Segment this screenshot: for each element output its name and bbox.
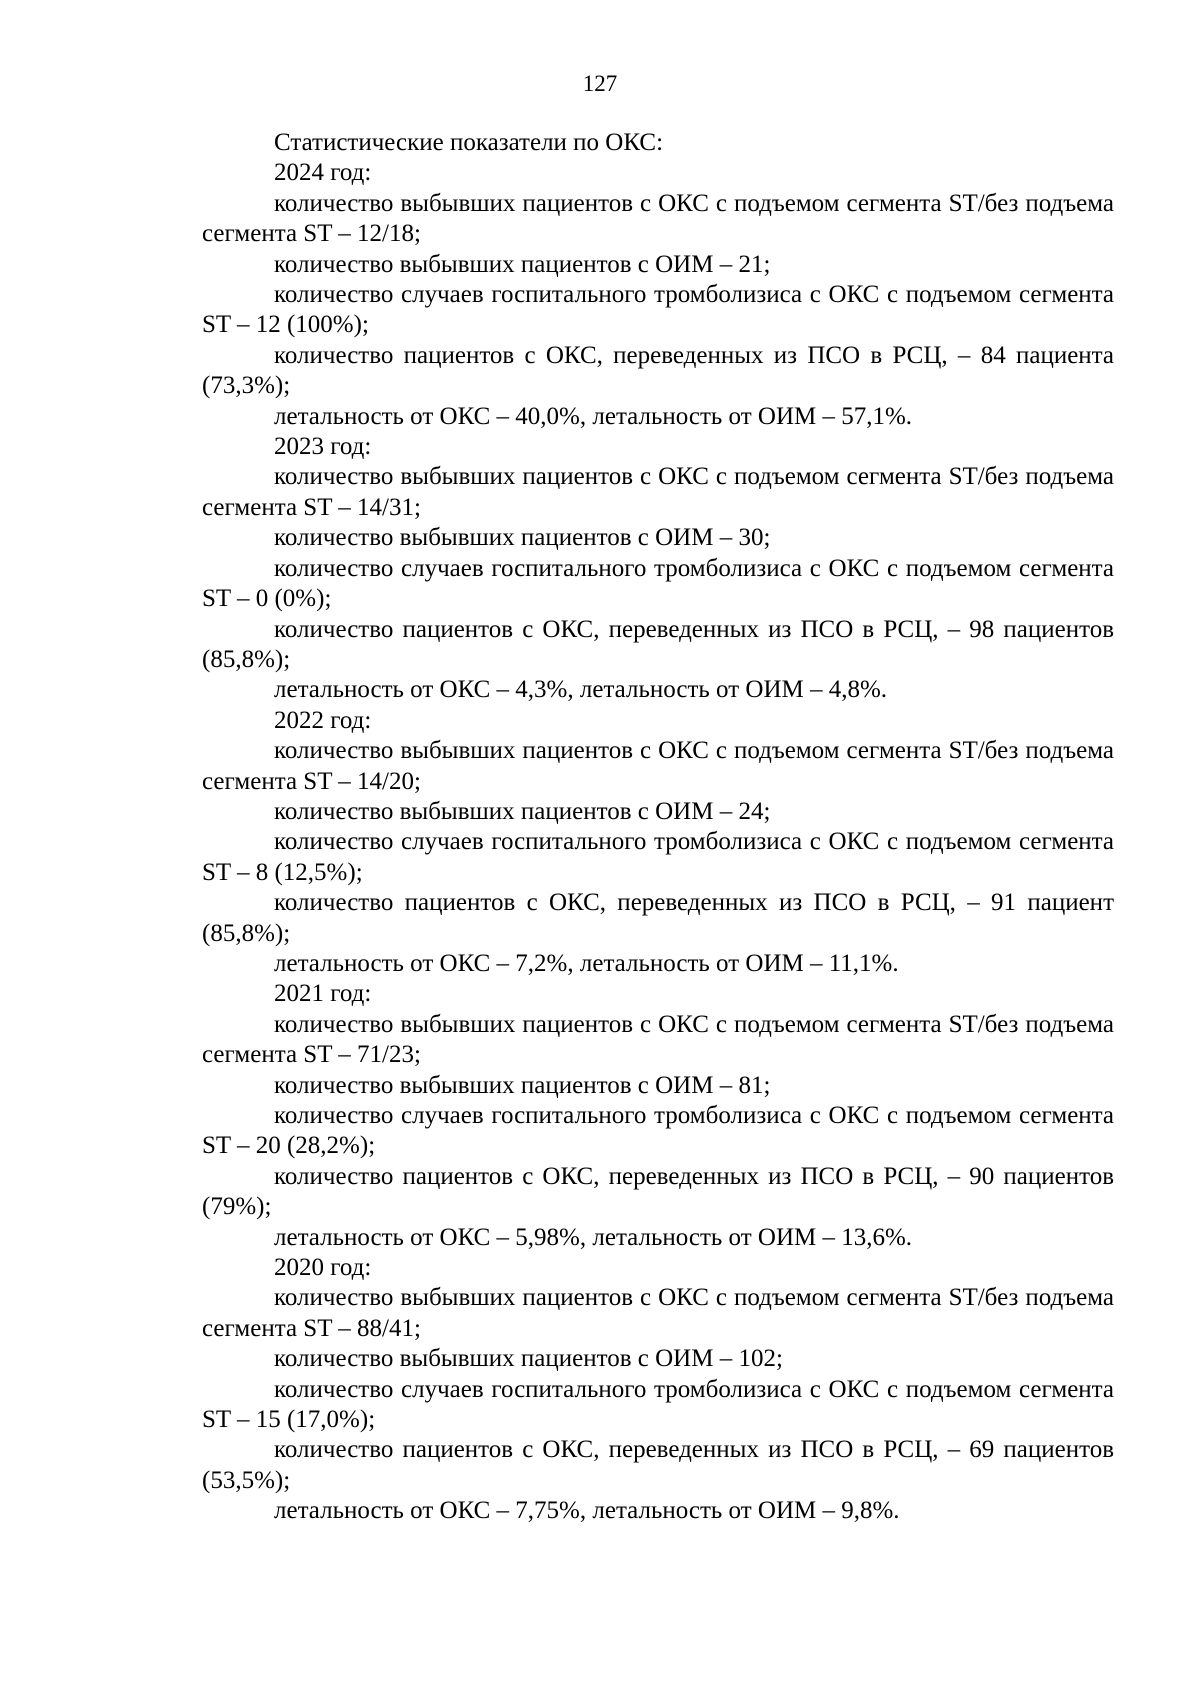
stat-item: количество случаев госпитального тромболизиса с ОКС с подъемом сегмента ST – 8 (12,5%); [202,828,1114,886]
stat-item: летальность от ОКС – 4,3%, летальность от ОИМ – 4,8%. [274,676,888,704]
stat-item: количество выбывших пациентов с ОКС с подъемом сегмента ST/без подъема сегмента ST – 14/20; [202,737,1114,795]
stat-item: количество выбывших пациентов с ОКС с подъемом сегмента ST/без подъема сегмента ST – 88/41; [202,1284,1114,1342]
stat-item: количество пациентов с ОКС, переведенных из ПСО в РСЦ, – 90 пациентов (79%); [202,1162,1114,1221]
stat-item: количество случаев госпитального тромболизиса с ОКС с подъемом сегмента ST – 15 (17,0%); [202,1375,1114,1434]
stat-item: количество пациентов с ОКС, переведенных из ПСО в РСЦ, – 84 пациента (73,3%); [202,341,1114,400]
stat-item: летальность от ОКС – 7,2%, летальность от ОИМ – 11,1%. [274,949,899,977]
stat-item: количество выбывших пациентов с ОИМ – 24; [274,797,771,825]
stat-item: количество выбывших пациентов с ОИМ – 102; [274,1345,783,1373]
stat-item: количество выбывших пациентов с ОИМ – 30; [274,524,771,552]
stat-item: количество выбывших пациентов с ОКС с подъемом сегмента ST/без подъема сегмента ST – 12/18; [202,189,1114,248]
stat-item: летальность от ОКС – 40,0%, летальность от ОИМ – 57,1%. [274,402,913,430]
section-heading: Статистические показатели по ОКС: [274,129,664,156]
stat-item: количество случаев госпитального тромболизиса с ОКС с подъемом сегмента ST – 12 (100%); [202,281,1114,339]
stat-item: летальность от ОКС – 7,75%, летальность от ОИМ – 9,8%. [274,1497,900,1525]
stat-item: количество пациентов с ОКС, переведенных из ПСО в РСЦ, – 91 пациент (85,8%); [202,889,1114,947]
year-block-2022 [202,706,1114,980]
year-block-2023 [202,432,1114,706]
stat-item: количество пациентов с ОКС, переведенных из ПСО в РСЦ, – 98 пациентов (85,8%); [202,615,1114,673]
stat-item: количество выбывших пациентов с ОИМ – 21; [274,250,771,278]
year-label: 2020 год: [274,1254,372,1282]
stat-item: количество пациентов с ОКС, переведенных из ПСО в РСЦ, – 69 пациентов (53,5%); [202,1436,1114,1494]
year-block-2021 [202,979,1114,1253]
year-label: 2022 год: [274,706,372,734]
year-label: 2024 год: [274,159,372,187]
page-number: 127 [582,71,618,96]
stat-item: количество случаев госпитального тромболизиса с ОКС с подъемом сегмента ST – 20 (28,2%); [202,1102,1114,1160]
stat-item: количество выбывших пациентов с ОИМ – 81; [274,1071,771,1099]
stat-item: количество выбывших пациентов с ОКС с подъемом сегмента ST/без подъема сегмента ST – 14/31; [202,463,1114,521]
year-block-2020 [202,1253,1114,1527]
stat-item: количество выбывших пациентов с ОКС с подъемом сегмента ST/без подъема сегмента ST – 71/23; [202,1010,1114,1069]
document-body [202,128,1114,1527]
year-label: 2021 год: [274,980,372,1008]
stat-item: количество случаев госпитального тромболизиса с ОКС с подъемом сегмента ST – 0 (0%); [202,554,1114,613]
stat-item: летальность от ОКС – 5,98%, летальность от ОИМ – 13,6%. [274,1223,913,1251]
year-block-2024 [202,158,1114,432]
year-label: 2023 год: [274,433,372,461]
